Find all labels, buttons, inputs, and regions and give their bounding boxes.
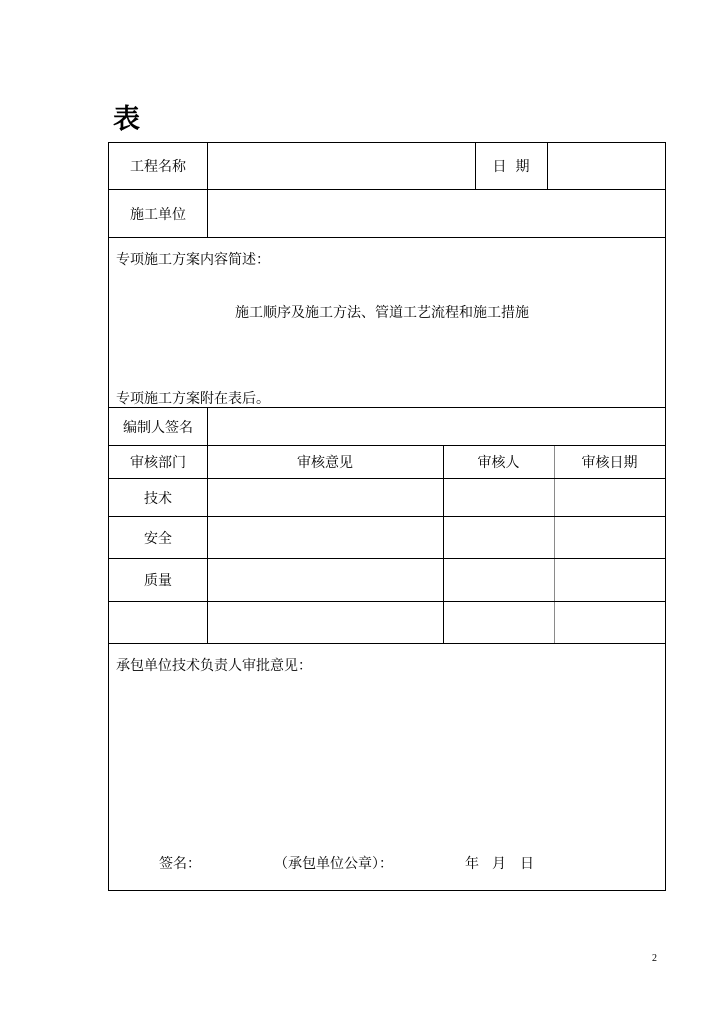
approval-section <box>109 644 665 890</box>
review-date-field[interactable] <box>554 559 665 601</box>
review-opinion-field[interactable] <box>207 517 443 558</box>
date-field[interactable] <box>547 143 665 189</box>
review-opinion-header: 审核意见 <box>297 455 353 471</box>
construction-unit-field[interactable] <box>207 190 665 237</box>
year-label: 年 <box>465 856 479 872</box>
compiler-signature-label: 编制人签名 <box>123 419 193 436</box>
reviewer-field[interactable] <box>443 602 554 643</box>
compiler-signature-field[interactable] <box>207 408 665 445</box>
review-department: 技术 <box>144 490 172 507</box>
project-name-field[interactable] <box>207 143 475 189</box>
reviewer-field[interactable] <box>443 559 554 601</box>
reviewer-field[interactable] <box>443 517 554 558</box>
review-row <box>109 479 665 517</box>
page-title: 表 <box>113 104 140 135</box>
construction-unit-row <box>109 190 665 238</box>
review-row <box>109 517 665 559</box>
review-date-field[interactable] <box>554 479 665 516</box>
scheme-attached-note: 专项施工方案附在表后。 <box>116 391 270 407</box>
project-name-row <box>109 143 665 190</box>
page-number: 2 <box>652 953 657 964</box>
review-date-field[interactable] <box>554 517 665 558</box>
review-opinion-field[interactable] <box>207 479 443 516</box>
construction-scheme-review-form <box>108 142 666 891</box>
review-department: 安全 <box>144 530 172 547</box>
review-header-row <box>109 446 665 479</box>
compiler-signature-row <box>109 408 665 446</box>
scheme-summary-content: 施工顺序及施工方法、管道工艺流程和施工措施 <box>235 305 529 321</box>
review-department-header: 审核部门 <box>130 455 186 471</box>
date-label: 日 期 <box>492 159 530 175</box>
reviewer-header: 审核人 <box>477 455 520 471</box>
review-date-field[interactable] <box>554 602 665 643</box>
review-date-header: 审核日期 <box>581 455 638 471</box>
construction-unit-label: 施工单位 <box>130 206 186 223</box>
review-row <box>109 559 665 602</box>
review-opinion-field[interactable] <box>207 602 443 643</box>
review-row <box>109 602 665 644</box>
day-label: 日 <box>520 856 534 872</box>
review-department[interactable] <box>109 602 207 643</box>
project-name-label: 工程名称 <box>130 159 186 175</box>
signature-label: 签名： <box>159 856 201 872</box>
approval-label: 承包单位技术负责人审批意见： <box>116 658 312 674</box>
scheme-summary-label: 专项施工方案内容简述： <box>116 252 270 268</box>
seal-label: （承包单位公章）： <box>274 856 393 872</box>
month-label: 月 <box>492 856 506 872</box>
scheme-summary-row <box>109 238 665 408</box>
review-opinion-field[interactable] <box>207 559 443 601</box>
reviewer-field[interactable] <box>443 479 554 516</box>
review-department: 质量 <box>144 573 172 589</box>
